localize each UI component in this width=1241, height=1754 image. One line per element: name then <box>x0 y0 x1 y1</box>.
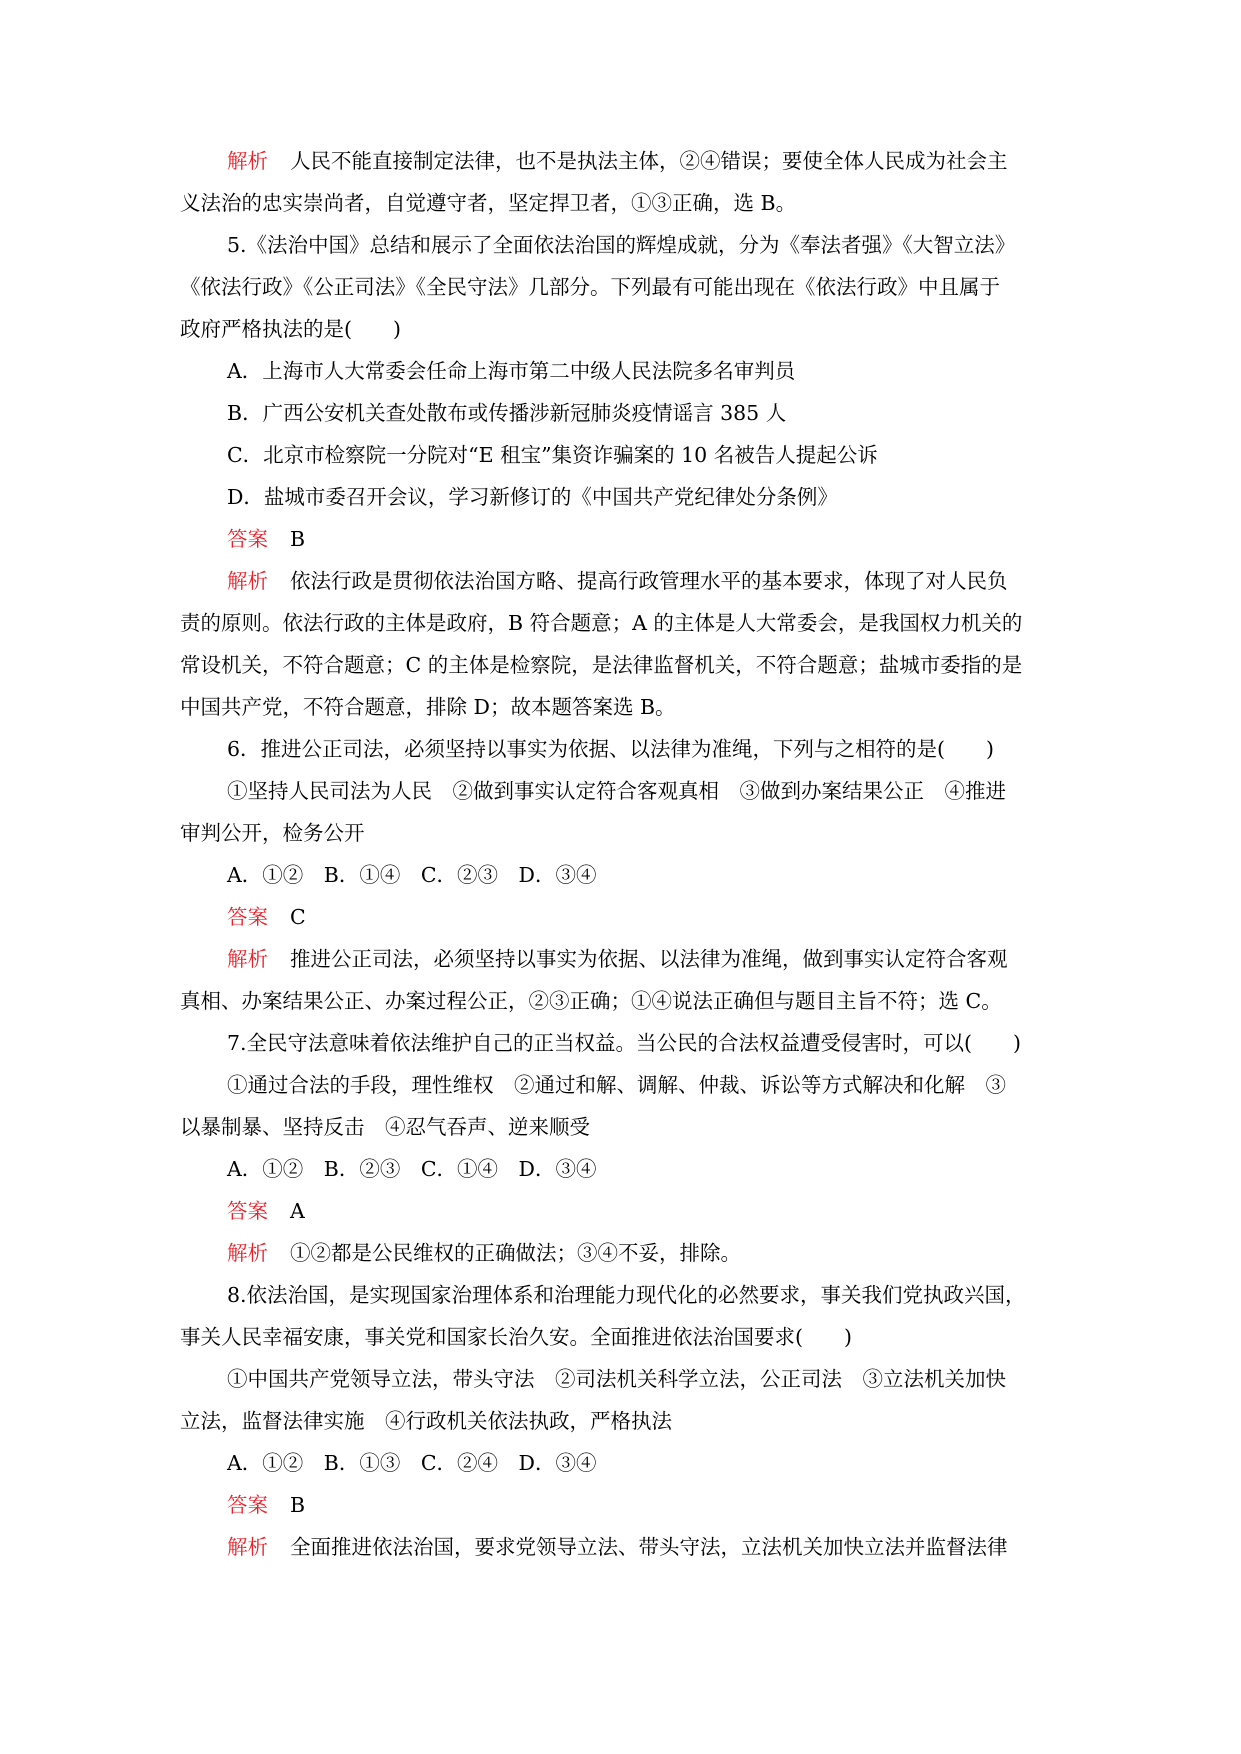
answer-label: 答案 <box>227 1493 268 1517</box>
options-line: A．①② B．①③ C．②④ D．③④ <box>227 1451 597 1475</box>
answer-line <box>180 896 1060 938</box>
answer-value: B <box>290 1493 306 1517</box>
answer-label: 答案 <box>227 527 268 551</box>
explanation-label: 解析 <box>227 569 268 593</box>
explanation-line <box>180 1232 1060 1274</box>
text: 人民不能直接制定法律，也不是执法主体，②④错误；要使全体人民成为社会主 <box>290 149 1008 173</box>
question-6-stem: 6．推进公正司法，必须坚持以事实为依据、以法律为准绳，下列与之相符的是( ) <box>227 737 995 761</box>
text: ①②都是公民维权的正确做法；③④不妥，排除。 <box>290 1241 741 1265</box>
option-d: D．盐城市委召开会议，学习新修订的《中国共产党纪律处分条例》 <box>227 485 838 509</box>
question-8-stem: 8.依法治国，是实现国家治理体系和治理能力现代化的必然要求，事关我们党执政兴国， <box>227 1283 1026 1307</box>
answer-label: 答案 <box>227 1199 268 1223</box>
text-line: 《依法行政》《公正司法》《全民守法》几部分。下列最有可能出现在《依法行政》中且属于 <box>180 275 1000 299</box>
answer-line <box>180 518 1060 560</box>
explanation-line <box>180 560 1060 602</box>
text-line: ①通过合法的手段，理性维权 ②通过和解、调解、仲裁、诉讼等方式解决和化解 ③ <box>227 1073 1006 1097</box>
text-line: 常设机关，不符合题意；C 的主体是检察院，是法律监督机关，不符合题意；盐城市委指的是 <box>180 653 1023 677</box>
explanation-label: 解析 <box>227 1535 268 1559</box>
explanation-label: 解析 <box>227 1241 268 1265</box>
answer-line <box>180 1484 1060 1526</box>
explanation-line <box>180 140 1060 182</box>
answer-label: 答案 <box>227 905 268 929</box>
text-line: ①中国共产党领导立法，带头守法 ②司法机关科学立法，公正司法 ③立法机关加快 <box>227 1367 1006 1391</box>
text: 依法行政是贯彻依法治国方略、提高行政管理水平的基本要求，体现了对人民负 <box>290 569 1008 593</box>
text-line: 立法，监督法律实施 ④行政机关依法执政，严格执法 <box>180 1409 672 1433</box>
explanation-line <box>180 938 1060 980</box>
question-7-stem: 7.全民守法意味着依法维护自己的正当权益。当公民的合法权益遭受侵害时，可以( ) <box>227 1031 1022 1055</box>
text-line: 责的原则。依法行政的主体是政府，B 符合题意；A 的主体是人大常委会，是我国权力机关的 <box>180 611 1023 635</box>
text: 全面推进依法治国，要求党领导立法、带头守法，立法机关加快立法并监督法律 <box>290 1535 1008 1559</box>
options-line: A．①② B．①④ C．②③ D．③④ <box>227 863 597 887</box>
options-line: A．①② B．②③ C．①④ D．③④ <box>227 1157 597 1181</box>
text-line: 事关人民幸福安康，事关党和国家长治久安。全面推进依法治国要求( ) <box>180 1325 852 1349</box>
answer-value: B <box>290 527 306 551</box>
question-5-stem: 5.《法治中国》总结和展示了全面依法治国的辉煌成就，分为《奉法者强》《大智立法》 <box>227 233 1016 257</box>
text-line: 审判公开，检务公开 <box>180 821 365 845</box>
explanation-label: 解析 <box>227 947 268 971</box>
option-c: C．北京市检察院一分院对“E 租宝”集资诈骗案的 10 名被告人提起公诉 <box>227 443 878 467</box>
text-line: 以暴制暴、坚持反击 ④忍气吞声、逆来顺受 <box>180 1115 590 1139</box>
option-a: A．上海市人大常委会任命上海市第二中级人民法院多名审判员 <box>227 359 796 383</box>
option-b: B．广西公安机关查处散布或传播涉新冠肺炎疫情谣言 385 人 <box>227 401 787 425</box>
answer-value: A <box>290 1199 305 1223</box>
answer-value: C <box>290 905 306 929</box>
document-page <box>180 140 1060 1568</box>
text-line: 中国共产党，不符合题意，排除 D；故本题答案选 B。 <box>180 695 676 719</box>
explanation-line <box>180 1526 1060 1568</box>
text: 推进公正司法，必须坚持以事实为依据、以法律为准绳，做到事实认定符合客观 <box>290 947 1008 971</box>
text-line: 政府严格执法的是( ) <box>180 317 401 341</box>
text-line: 真相、办案结果公正、办案过程公正，②③正确；①④说法正确但与题目主旨不符；选 C。 <box>180 989 1002 1013</box>
answer-line <box>180 1190 1060 1232</box>
text-line: 义法治的忠实崇尚者，自觉遵守者，坚定捍卫者，①③正确，选 B。 <box>180 191 797 215</box>
text-line: ①坚持人民司法为人民 ②做到事实认定符合客观真相 ③做到办案结果公正 ④推进 <box>227 779 1006 803</box>
explanation-label: 解析 <box>227 149 268 173</box>
